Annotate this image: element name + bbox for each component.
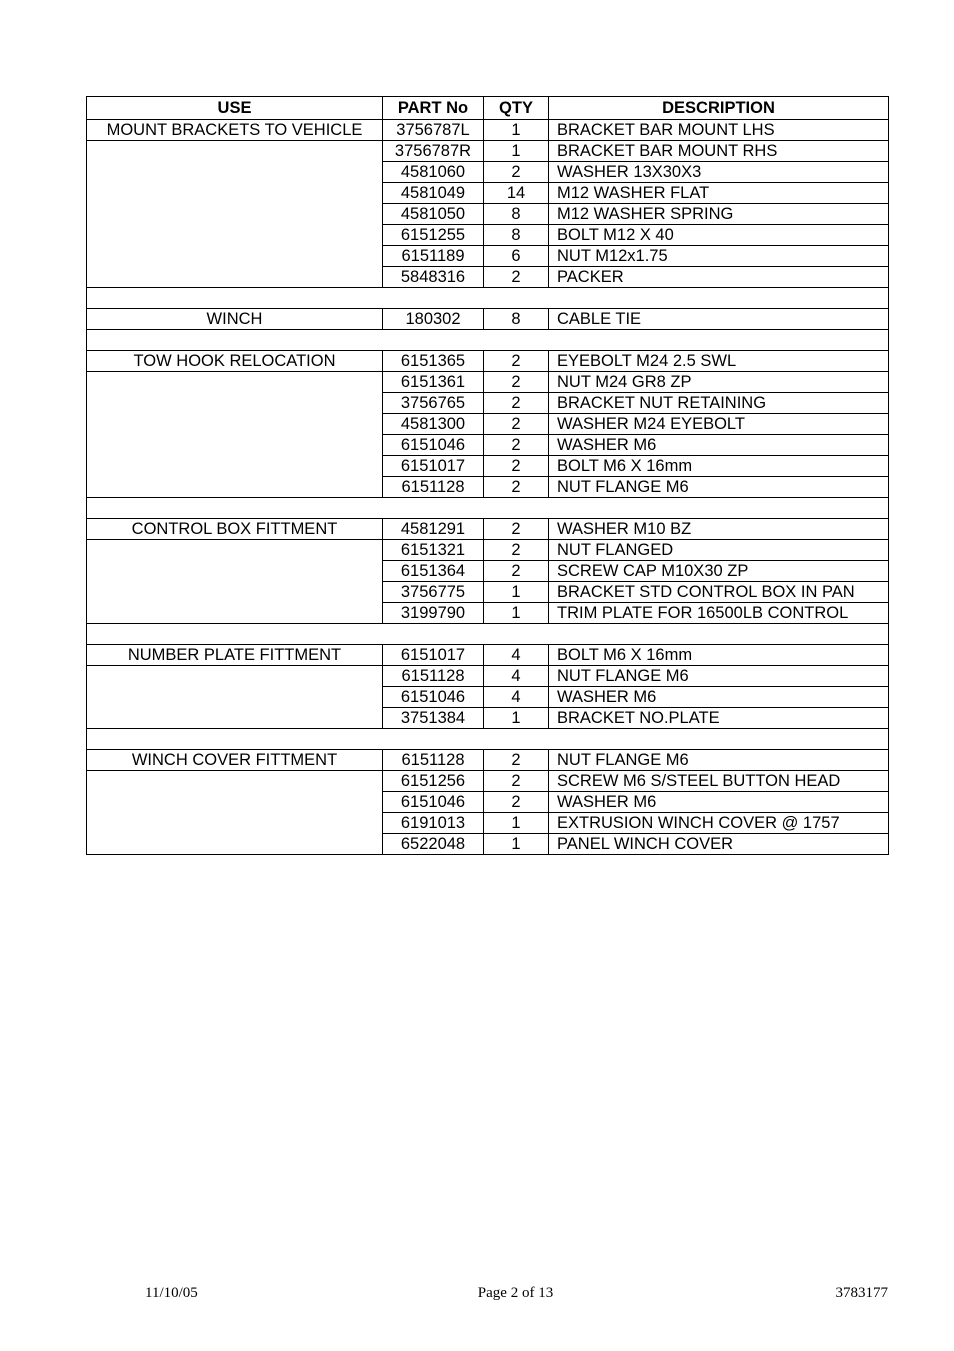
use-cell-empty [87,435,383,456]
part-no-cell: 6151017 [383,645,484,666]
table-row [87,813,889,834]
use-cell-empty [87,477,383,498]
table-row [87,666,889,687]
description-cell: SCREW M6 S/STEEL BUTTON HEAD [549,771,889,792]
part-no-cell: 3756775 [383,582,484,603]
use-cell-empty [87,246,383,267]
part-no-cell: 4581050 [383,204,484,225]
part-no-cell: 5848316 [383,267,484,288]
table-row [87,120,889,141]
qty-cell: 8 [484,204,549,225]
description-cell: CABLE TIE [549,309,889,330]
part-no-cell: 6151364 [383,561,484,582]
header-description: DESCRIPTION [549,97,889,120]
qty-cell: 2 [484,372,549,393]
qty-cell: 1 [484,141,549,162]
part-no-cell: 6151361 [383,372,484,393]
table-row [87,582,889,603]
qty-cell: 1 [484,582,549,603]
description-cell: NUT M24 GR8 ZP [549,372,889,393]
description-cell: WASHER 13X30X3 [549,162,889,183]
table-row [87,540,889,561]
part-no-cell: 6151128 [383,750,484,771]
qty-cell: 2 [484,540,549,561]
spacer-cell [87,624,889,645]
qty-cell: 1 [484,834,549,855]
use-cell-empty [87,162,383,183]
part-no-cell: 3751384 [383,708,484,729]
use-cell-empty [87,792,383,813]
qty-cell: 2 [484,519,549,540]
table-row [87,372,889,393]
qty-cell: 2 [484,456,549,477]
use-cell-empty [87,708,383,729]
qty-cell: 8 [484,309,549,330]
table-row [87,519,889,540]
table-row [87,414,889,435]
table-row [87,603,889,624]
qty-cell: 2 [484,393,549,414]
table-row [87,456,889,477]
description-cell: SCREW CAP M10X30 ZP [549,561,889,582]
use-cell-empty [87,225,383,246]
use-cell-empty [87,141,383,162]
part-no-cell: 4581060 [383,162,484,183]
group-spacer-row [87,729,889,750]
use-cell: MOUNT BRACKETS TO VEHICLE [87,120,383,141]
part-no-cell: 6151128 [383,477,484,498]
use-cell-empty [87,267,383,288]
qty-cell: 2 [484,750,549,771]
group-spacer-row [87,498,889,519]
use-cell: WINCH [87,309,383,330]
description-cell: NUT M12x1.75 [549,246,889,267]
qty-cell: 1 [484,120,549,141]
description-cell: WASHER M6 [549,792,889,813]
part-no-cell: 3756787R [383,141,484,162]
part-no-cell: 3199790 [383,603,484,624]
description-cell: WASHER M24 EYEBOLT [549,414,889,435]
qty-cell: 2 [484,267,549,288]
part-no-cell: 6151046 [383,435,484,456]
part-no-cell: 4581300 [383,414,484,435]
use-cell-empty [87,771,383,792]
part-no-cell: 6151365 [383,351,484,372]
qty-cell: 2 [484,414,549,435]
description-cell: NUT FLANGE M6 [549,666,889,687]
description-cell: WASHER M10 BZ [549,519,889,540]
group-spacer-row [87,288,889,309]
use-cell-empty [87,813,383,834]
table-row [87,183,889,204]
qty-cell: 2 [484,162,549,183]
header-qty: QTY [484,97,549,120]
part-no-cell: 4581291 [383,519,484,540]
description-cell: NUT FLANGE M6 [549,477,889,498]
footer-doc-number: 3783177 [835,1285,888,1301]
description-cell: BOLT M6 X 16mm [549,456,889,477]
use-cell-empty [87,666,383,687]
spacer-cell [87,498,889,519]
group-spacer-row [87,624,889,645]
use-cell-empty [87,561,383,582]
table-row [87,750,889,771]
description-cell: BOLT M12 X 40 [549,225,889,246]
use-cell-empty [87,204,383,225]
use-cell-empty [87,393,383,414]
part-no-cell: 6151321 [383,540,484,561]
description-cell: NUT FLANGED [549,540,889,561]
use-cell-empty [87,582,383,603]
qty-cell: 2 [484,351,549,372]
qty-cell: 2 [484,435,549,456]
description-cell: EXTRUSION WINCH COVER @ 1757 [549,813,889,834]
parts-table [86,96,889,855]
part-no-cell: 6151046 [383,792,484,813]
description-cell: PANEL WINCH COVER [549,834,889,855]
qty-cell: 1 [484,813,549,834]
table-row [87,204,889,225]
table-header-row [87,97,889,120]
use-cell: CONTROL BOX FITTMENT [87,519,383,540]
part-no-cell: 6151128 [383,666,484,687]
qty-cell: 8 [484,225,549,246]
use-cell-empty [87,687,383,708]
qty-cell: 4 [484,645,549,666]
qty-cell: 2 [484,771,549,792]
use-cell: WINCH COVER FITTMENT [87,750,383,771]
table-row [87,141,889,162]
description-cell: WASHER M6 [549,687,889,708]
table-row [87,477,889,498]
part-no-cell: 6151017 [383,456,484,477]
table-row [87,792,889,813]
use-cell-empty [87,372,383,393]
qty-cell: 4 [484,666,549,687]
table-row [87,309,889,330]
use-cell-empty [87,414,383,435]
use-cell-empty [87,456,383,477]
description-cell: BOLT M6 X 16mm [549,645,889,666]
table-row [87,225,889,246]
table-row [87,267,889,288]
part-no-cell: 6522048 [383,834,484,855]
description-cell: PACKER [549,267,889,288]
qty-cell: 1 [484,708,549,729]
part-no-cell: 6151255 [383,225,484,246]
part-no-cell: 3756787L [383,120,484,141]
description-cell: NUT FLANGE M6 [549,750,889,771]
table-row [87,645,889,666]
use-cell-empty [87,183,383,204]
footer-page-number: Page 2 of 13 [477,1285,554,1301]
use-cell-empty [87,540,383,561]
use-cell: NUMBER PLATE FITTMENT [87,645,383,666]
description-cell: BRACKET NUT RETAINING [549,393,889,414]
part-no-cell: 6151256 [383,771,484,792]
description-cell: BRACKET NO.PLATE [549,708,889,729]
header-use: USE [87,97,383,120]
table-row [87,834,889,855]
qty-cell: 1 [484,603,549,624]
table-row [87,708,889,729]
qty-cell: 2 [484,792,549,813]
description-cell: EYEBOLT M24 2.5 SWL [549,351,889,372]
part-no-cell: 6191013 [383,813,484,834]
table-row [87,561,889,582]
description-cell: WASHER M6 [549,435,889,456]
description-cell: TRIM PLATE FOR 16500LB CONTROL [549,603,889,624]
part-no-cell: 6151046 [383,687,484,708]
description-cell: BRACKET BAR MOUNT LHS [549,120,889,141]
use-cell-empty [87,834,383,855]
qty-cell: 2 [484,477,549,498]
table-row [87,351,889,372]
qty-cell: 2 [484,561,549,582]
table-row [87,687,889,708]
table-row [87,162,889,183]
qty-cell: 14 [484,183,549,204]
table-row [87,771,889,792]
description-cell: BRACKET STD CONTROL BOX IN PAN [549,582,889,603]
part-no-cell: 3756765 [383,393,484,414]
qty-cell: 4 [484,687,549,708]
qty-cell: 6 [484,246,549,267]
description-cell: M12 WASHER FLAT [549,183,889,204]
description-cell: M12 WASHER SPRING [549,204,889,225]
description-cell: BRACKET BAR MOUNT RHS [549,141,889,162]
use-cell-empty [87,603,383,624]
spacer-cell [87,288,889,309]
header-part-no: PART No [383,97,484,120]
spacer-cell [87,330,889,351]
use-cell: TOW HOOK RELOCATION [87,351,383,372]
part-no-cell: 6151189 [383,246,484,267]
table-row [87,393,889,414]
group-spacer-row [87,330,889,351]
part-no-cell: 4581049 [383,183,484,204]
part-no-cell: 180302 [383,309,484,330]
table-row [87,246,889,267]
table-row [87,435,889,456]
footer-date: 11/10/05 [145,1285,198,1301]
spacer-cell [87,729,889,750]
parts-table-body [87,120,889,855]
